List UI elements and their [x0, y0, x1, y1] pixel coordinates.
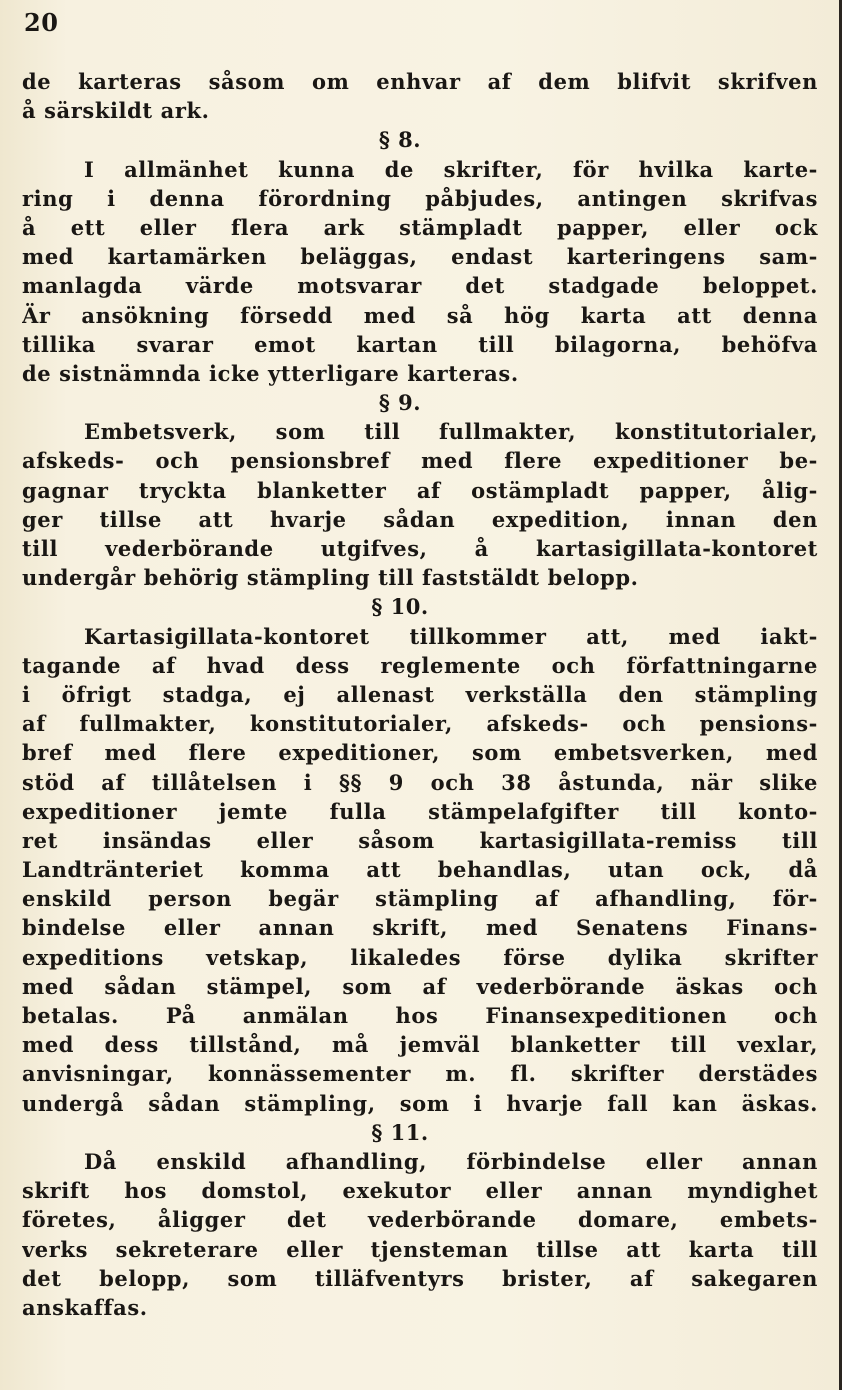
text-line: anvisningar, konnässementer m. fl. skrifter derstädes: [22, 1061, 818, 1087]
section-heading: § 9.: [378, 390, 422, 416]
text-line: I allmänhet kunna de skrifter, för hvilka karte-: [84, 156, 818, 182]
text-line: skrift hos domstol, exekutor eller annan myndighet: [22, 1178, 818, 1204]
text-line: verks sekreterare eller tjensteman tillse att karta till: [22, 1236, 818, 1262]
section-heading: § 8.: [378, 127, 422, 153]
text-line: till vederbörande utgifves, å kartasigillata-kontoret: [22, 536, 818, 561]
section-heading: § 11.: [371, 1119, 429, 1145]
section-heading: § 10.: [371, 594, 429, 620]
text-line: stöd af tillåtelsen i §§ 9 och 38 åstunda, när slike: [22, 769, 818, 795]
text-line: enskild person begär stämpling af afhandling, för-: [22, 886, 818, 912]
text-line: manlagda värde motsvarar det stadgade beloppet.: [22, 273, 818, 299]
text-line: afskeds- och pensionsbref med flere expeditioner be-: [22, 448, 818, 474]
text-line: undergå sådan stämpling, som i hvarje fall kan äskas.: [22, 1090, 818, 1116]
text-line: ret insändas eller såsom kartasigillata-remiss till: [22, 827, 818, 853]
text-line: Embetsverk, som till fullmakter, konstitutorialer,: [84, 419, 818, 445]
text-line: med sådan stämpel, som af vederbörande äskas och: [22, 973, 818, 999]
text-line: tillika svarar emot kartan till bilagorna, behöfva: [22, 331, 818, 357]
text-line: anskaffas.: [22, 1294, 148, 1320]
text-line: af fullmakter, konstitutorialer, afskeds- och pensions-: [22, 711, 818, 737]
text-line: i öfrigt stadga, ej allenast verkställa den stämpling: [22, 681, 818, 707]
page-number: 20: [24, 8, 59, 37]
text-line: med kartamärken beläggas, endast karteringens sam-: [22, 244, 818, 270]
text-line: de sistnämnda icke ytterligare karteras.: [22, 360, 519, 386]
text-line: de karteras såsom om enhvar af dem blifvit skrifven: [22, 69, 818, 94]
text-line: företes, åligger det vederbörande domare, embets-: [22, 1207, 818, 1233]
text-line: gagnar tryckta blanketter af ostämpladt papper, ålig-: [22, 477, 818, 503]
text-line: det belopp, som tilläfventyrs brister, af sakegaren: [22, 1265, 818, 1291]
text-line: tagande af hvad dess reglemente och författningarne: [22, 652, 818, 678]
text-line: expeditioner jemte fulla stämpelafgifter till konto-: [22, 798, 818, 824]
text-line: expeditions vetskap, likaledes förse dylika skrifter: [22, 944, 818, 970]
text-line: Kartasigillata-kontoret tillkommer att, med iakt-: [84, 623, 818, 649]
text-line: betalas. På anmälan hos Finansexpeditionen och: [22, 1003, 818, 1028]
page-body-text: [22, 67, 818, 1322]
text-line: ger tillse att hvarje sådan expedition, innan den: [22, 506, 818, 532]
text-line: Är ansökning försedd med så hög karta att denna: [22, 302, 818, 328]
text-line: å ett eller flera ark stämpladt papper, eller ock: [22, 214, 818, 240]
text-line: undergår behörig stämpling till faststäldt belopp.: [22, 565, 639, 591]
text-line: Landtränteriet komma att behandlas, utan ock, då: [22, 857, 818, 883]
text-line: Då enskild afhandling, förbindelse eller annan: [84, 1148, 818, 1174]
text-line: å särskildt ark.: [22, 98, 210, 124]
text-line: bindelse eller annan skrift, med Senatens Finans-: [22, 915, 818, 941]
text-line: bref med flere expeditioner, som embetsverken, med: [22, 740, 818, 766]
text-line: ring i denna förordning påbjudes, antingen skrifvas: [22, 185, 818, 211]
text-line: med dess tillstånd, må jemväl blanketter till vexlar,: [22, 1032, 818, 1058]
